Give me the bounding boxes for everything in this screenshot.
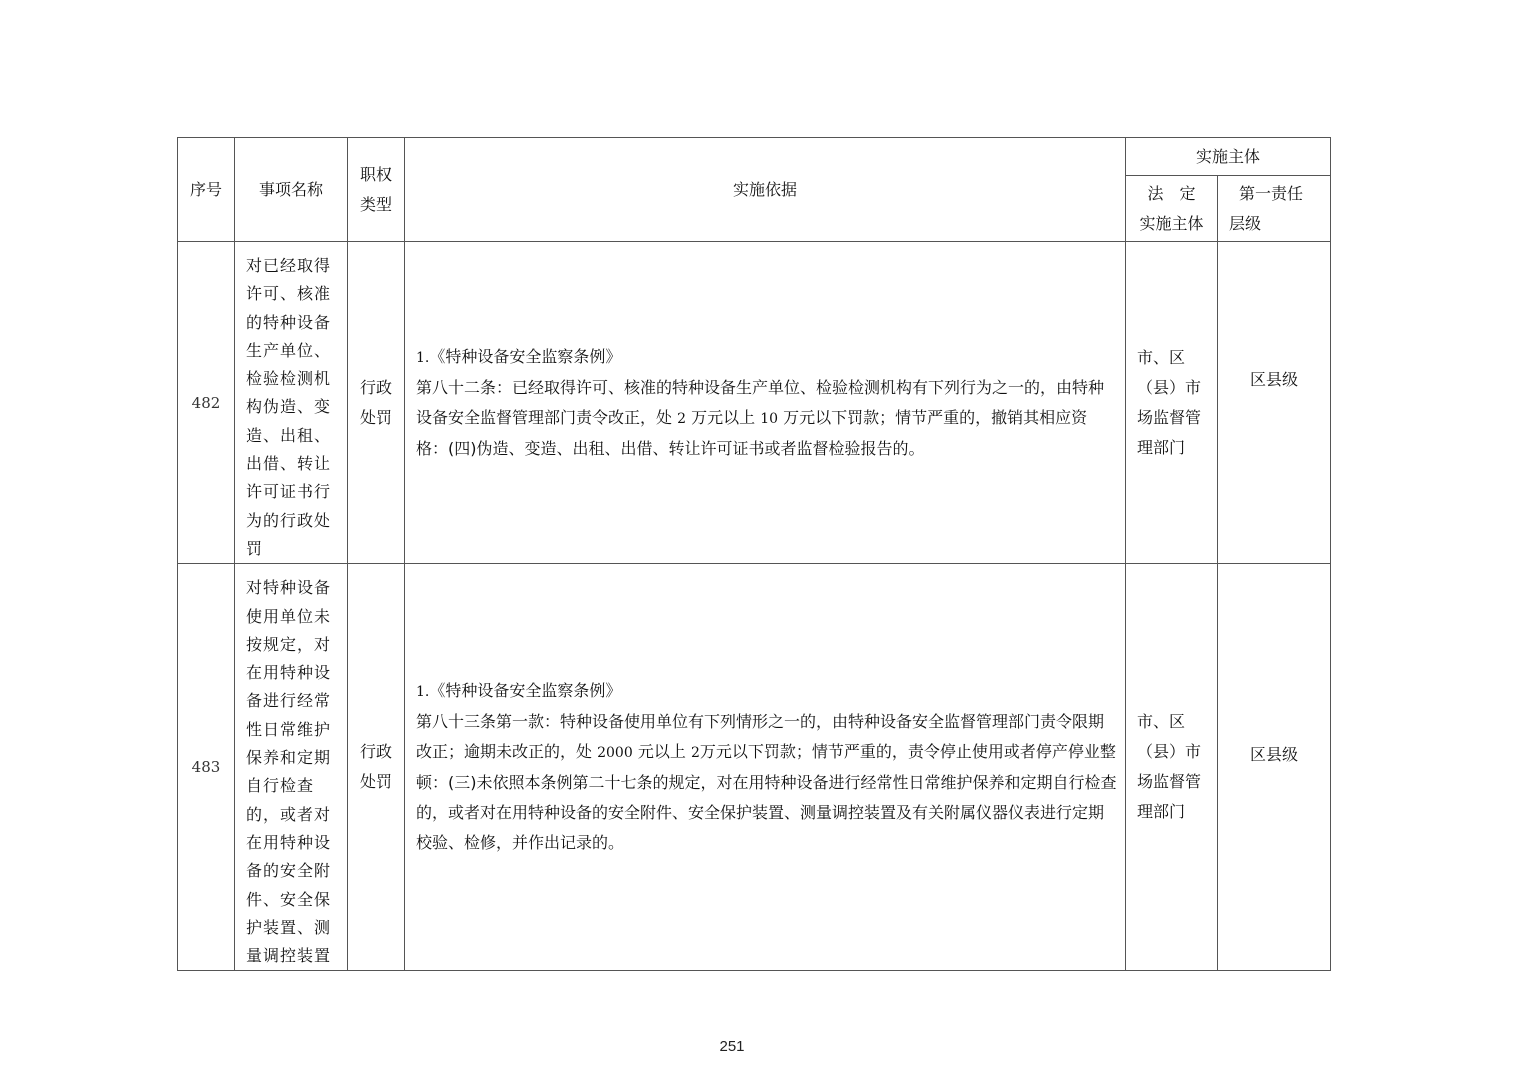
header-legal-subject-line2: 实施主体 xyxy=(1139,213,1204,233)
header-item-name: 事项名称 xyxy=(235,138,348,242)
row-seq: 482 xyxy=(178,242,235,564)
header-responsibility-level xyxy=(1218,176,1331,242)
basis-regulation-title: 《特种设备安全监察条例》 xyxy=(429,681,622,701)
page-number: 251 xyxy=(719,1038,745,1055)
basis-amount-min: 2000 xyxy=(597,745,633,762)
header-legal-subject xyxy=(1126,176,1218,242)
enforcement-table xyxy=(177,137,1331,971)
basis-text-part-c: 万元以下罚款；情节严重的，责令停止使用或者停产停业整顿：(三)未依照本条例第二十七条的规定，对在用特种设备进行经常性日常维护保养和定期自行检查的，或者对在用特种设备的安全附件、安全保护装置、测量调控装置及有关附属仪器仪表进行定期校验、检修，并作出记录的。 xyxy=(416,742,1117,853)
row-authority-type-line1: 行政 xyxy=(359,377,392,397)
header-authority-type xyxy=(348,138,405,242)
basis-text-part-b: 万元以上 xyxy=(691,407,756,427)
basis-regulation-title: 《特种设备安全监察条例》 xyxy=(429,346,622,366)
row-authority-type-line2: 处罚 xyxy=(359,407,392,427)
row-authority-type-line1: 行政 xyxy=(359,742,392,762)
header-responsibility-level-line2: 层级 xyxy=(1229,213,1262,233)
row-seq: 483 xyxy=(178,564,235,971)
basis-text-part-a: 第八十二条：已经取得许可、核准的特种设备生产单位、检验检测机构有下列行为之一的，由特种设备安全监督管理部门责令改正，处 xyxy=(416,377,1105,427)
basis-amount-max: 10 xyxy=(760,410,779,427)
row-authority-type-line2: 处罚 xyxy=(359,772,392,792)
header-authority-type-line2: 类型 xyxy=(359,194,392,214)
row-responsibility-level: 区县级 xyxy=(1250,745,1299,765)
row-responsibility-level-cell xyxy=(1218,564,1331,971)
basis-provision-text xyxy=(416,373,1117,464)
header-seq: 序号 xyxy=(178,138,235,242)
row-legal-subject: 市、区（县）市场监督管理部门 xyxy=(1126,564,1218,971)
header-legal-subject-line1: 法 定 xyxy=(1147,183,1196,203)
header-basis: 实施依据 xyxy=(405,138,1126,242)
row-item-name: 对特种设备使用单位未按规定，对在用特种设备进行经常性日常维护保养和定期自行检查的，或者对在用特种设备的安全附件、安全保护装置、测量调控装置 xyxy=(235,564,348,971)
header-responsibility-level-line1: 第一责任 xyxy=(1239,183,1304,203)
row-basis xyxy=(405,242,1126,564)
basis-amount-min: 2 xyxy=(677,410,687,427)
row-item-name: 对已经取得许可、核准的特种设备生产单位、检验检测机构伪造、变造、出租、出借、转让许可证书行为的行政处罚 xyxy=(235,242,348,564)
row-basis xyxy=(405,564,1126,971)
table-row xyxy=(178,242,1331,564)
basis-title-line xyxy=(416,676,1117,707)
basis-text-part-a: 第八十三条第一款：特种设备使用单位有下列情形之一的，由特种设备安全监督管理部门责令限期改正；逾期未改正的，处 xyxy=(416,712,1105,762)
header-authority-type-line1: 职权 xyxy=(359,164,392,184)
row-authority-type xyxy=(348,564,405,971)
basis-text-part-c: 万元以下罚款；情节严重的，撤销其相应资格：(四)伪造、变造、出租、出借、转让许可证书或者监督检验报告的。 xyxy=(416,407,1088,458)
header-implementing-subject: 实施主体 xyxy=(1126,138,1331,176)
basis-provision-text xyxy=(416,707,1117,858)
row-responsibility-level: 区县级 xyxy=(1250,370,1299,389)
basis-title-line xyxy=(416,342,1117,373)
basis-amount-max: 2 xyxy=(690,745,700,762)
basis-text-part-b: 元以上 xyxy=(637,742,686,762)
basis-index: 1. xyxy=(416,684,430,701)
table-row xyxy=(178,564,1331,971)
row-authority-type xyxy=(348,242,405,564)
basis-index: 1. xyxy=(416,349,430,366)
row-responsibility-level-cell xyxy=(1218,242,1331,564)
row-legal-subject: 市、区（县）市场监督管理部门 xyxy=(1126,242,1218,564)
